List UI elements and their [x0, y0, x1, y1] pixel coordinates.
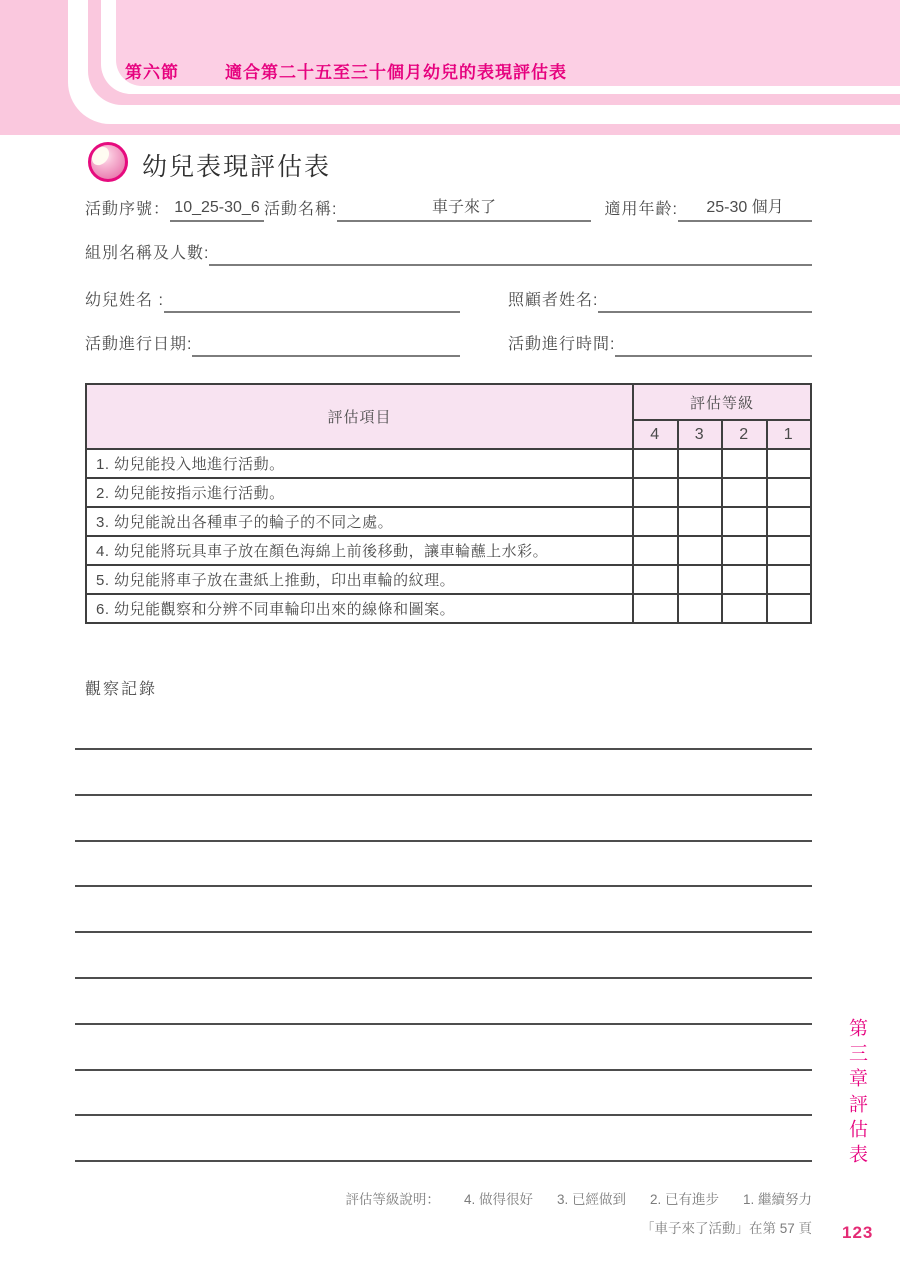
assessment-table [85, 383, 812, 624]
section-title: 適合第二十五至三十個月幼兒的表現評估表 [225, 63, 567, 82]
table-row [86, 507, 811, 536]
observation-label: 觀察記錄 [85, 681, 158, 698]
table-row [86, 478, 811, 507]
observation-line [75, 977, 812, 979]
child-name-label: 幼兒姓名 : [85, 292, 164, 309]
observation-line [75, 1114, 812, 1116]
activity-reference: 「車子來了活動」在第 57 頁 [640, 1221, 812, 1236]
activity-no-field: 10_25-30_6 [170, 199, 264, 222]
sidebar-section-label: 評估表 [846, 1094, 867, 1169]
pink-ball-icon [88, 142, 128, 182]
rating-cell [767, 449, 812, 478]
table-row [86, 594, 811, 623]
rating-cell [678, 536, 723, 565]
rating-cell [767, 536, 812, 565]
time-label: 活動進行時間: [508, 336, 616, 353]
rating-level-1: 1 [767, 420, 812, 449]
rating-cell [633, 449, 678, 478]
rating-legend [345, 1188, 812, 1208]
header-band [0, 0, 900, 135]
group-field [209, 261, 812, 266]
form-row-caregiver [508, 285, 812, 313]
page-number: 123 [842, 1223, 874, 1242]
activity-no-label: 活動序號： [85, 201, 171, 218]
age-field: 25-30 個月 [678, 194, 812, 222]
rating-cell [722, 594, 767, 623]
rating-cell [722, 536, 767, 565]
form-row-date [85, 329, 460, 357]
observation-line [75, 1160, 812, 1162]
table-row [86, 565, 811, 594]
observation-line [75, 885, 812, 887]
observation-line [75, 748, 812, 750]
caregiver-label: 照顧者姓名: [508, 292, 599, 309]
sidebar-chapter-label: 第三章 [846, 1018, 867, 1093]
section-label: 第六節 [125, 63, 179, 82]
page-title: 幼兒表現評估表 [142, 153, 332, 181]
item-text: 1. 幼兒能投入地進行活動。 [86, 449, 633, 478]
legend-item: 3. 已經做到 [556, 1192, 626, 1207]
rating-level-2: 2 [722, 420, 767, 449]
caregiver-field [598, 308, 812, 313]
form-row-activity [85, 194, 812, 222]
rating-cell [633, 536, 678, 565]
activity-name-field: 車子來了 [337, 194, 590, 222]
rating-cell [678, 565, 723, 594]
rating-cell [722, 507, 767, 536]
age-label: 適用年齡: [604, 201, 678, 218]
section-header [125, 58, 567, 83]
rating-cell [722, 565, 767, 594]
rating-cell [633, 478, 678, 507]
rating-cell [722, 478, 767, 507]
item-text: 2. 幼兒能按指示進行活動。 [86, 478, 633, 507]
table-row [86, 449, 811, 478]
observation-line [75, 840, 812, 842]
observation-line [75, 931, 812, 933]
item-text: 6. 幼兒能觀察和分辨不同車輪印出來的線條和圖案。 [86, 594, 633, 623]
rating-cell [633, 507, 678, 536]
legend-item: 1. 繼續努力 [742, 1192, 812, 1207]
rating-column-header: 評估等級 [633, 384, 811, 420]
rating-cell [678, 478, 723, 507]
date-field [192, 352, 460, 357]
form-row-child-name [85, 285, 460, 313]
group-label: 組別名稱及人數: [85, 245, 210, 262]
observation-line [75, 1069, 812, 1071]
rating-cell [678, 449, 723, 478]
form-row-time [508, 329, 812, 357]
rating-cell [678, 507, 723, 536]
rating-cell [767, 478, 812, 507]
item-text: 4. 幼兒能將玩具車子放在顏色海綿上前後移動，讓車輪蘸上水彩。 [86, 536, 633, 565]
item-column-header: 評估項目 [86, 384, 633, 449]
legend-label: 評估等級說明： [345, 1192, 440, 1207]
table-row [86, 536, 811, 565]
legend-item: 4. 做得很好 [463, 1192, 533, 1207]
activity-name-label: 活動名稱: [264, 201, 338, 218]
rating-cell [678, 594, 723, 623]
legend-item: 2. 已有進步 [649, 1192, 719, 1207]
rating-level-4: 4 [633, 420, 678, 449]
rating-cell [767, 594, 812, 623]
rating-level-3: 3 [678, 420, 723, 449]
observation-line [75, 794, 812, 796]
time-field [615, 352, 812, 357]
table-header-row [86, 384, 811, 420]
item-text: 3. 幼兒能說出各種車子的輪子的不同之處。 [86, 507, 633, 536]
observation-line [75, 1023, 812, 1025]
rating-cell [767, 507, 812, 536]
rating-cell [722, 449, 767, 478]
rating-cell [633, 594, 678, 623]
child-name-field [164, 308, 460, 313]
form-row-group [85, 238, 812, 266]
rating-cell [633, 565, 678, 594]
item-text: 5. 幼兒能將車子放在畫紙上推動，印出車輪的紋理。 [86, 565, 633, 594]
rating-cell [767, 565, 812, 594]
ball-highlight [88, 144, 112, 169]
date-label: 活動進行日期: [85, 336, 193, 353]
